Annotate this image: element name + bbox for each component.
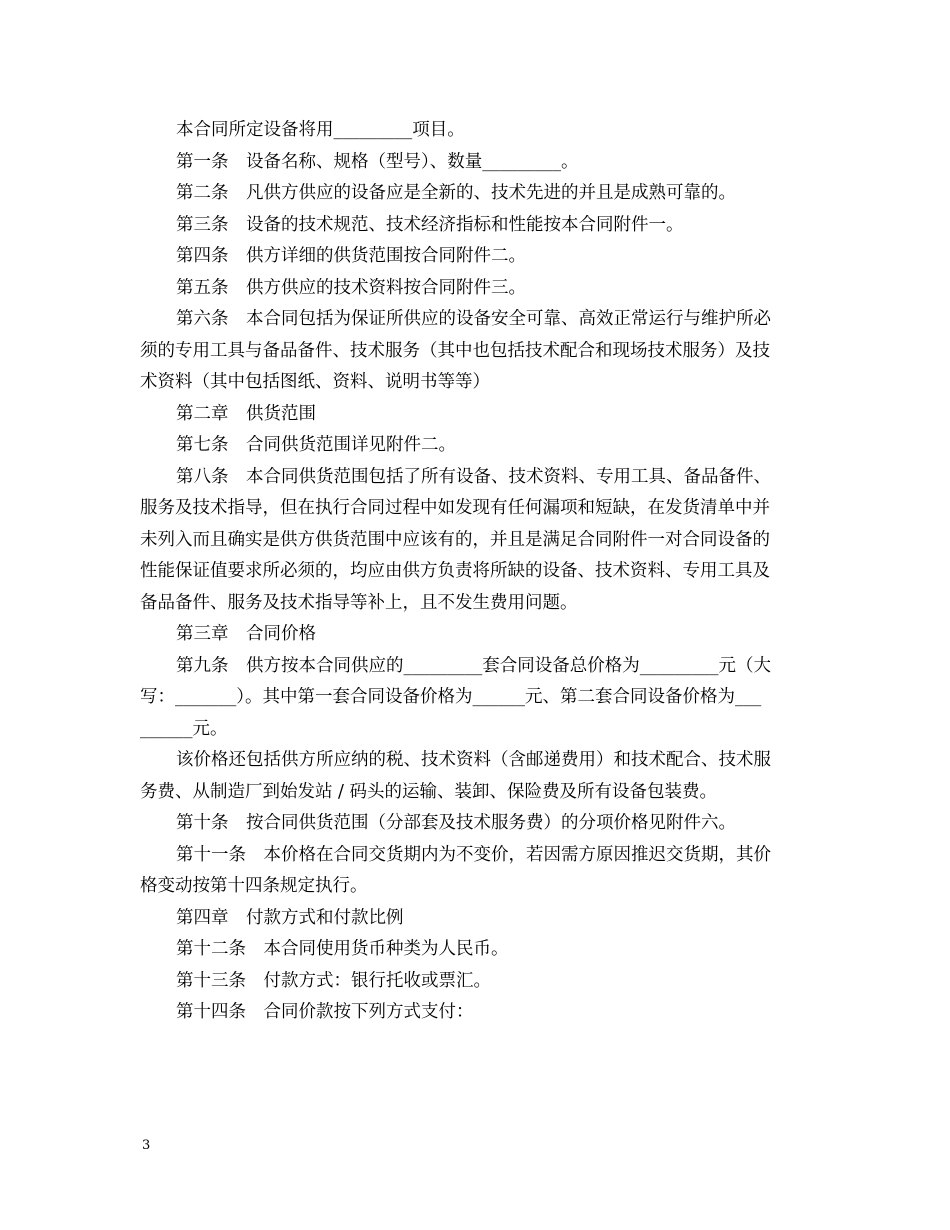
text-line: 格变动按第十四条规定执行。 [140, 876, 368, 896]
paragraph [140, 178, 812, 210]
text-line: 第八条 本合同供货范围包括了所有设备、技术资料、专用工具、备品备件、 [176, 466, 771, 487]
text-line: 第十二条 本合同使用货币种类为人民币。 [176, 939, 509, 959]
text-line: 第三章 合同价格 [176, 624, 316, 644]
text-line: 服务及技术指导，但在执行合同过程中如发现有任何漏项和短缺，在发货清单中并 [140, 498, 770, 518]
text-line: 该价格还包括供方所应纳的税、技术资料（含邮递费用）和技术配合、技术服 [176, 750, 771, 770]
paragraph [140, 147, 812, 179]
text-line: 本合同所定设备将用_________项目。 [176, 120, 465, 140]
text-line: 术资料（其中包括图纸、资料、说明书等等） [140, 372, 490, 392]
text-line: 第十三条 付款方式：银行托收或票汇。 [176, 970, 491, 991]
paragraph [140, 840, 812, 903]
text-line: 第二条 凡供方供应的设备应是全新的、技术先进的并且是成熟可靠的。 [176, 183, 736, 203]
text-line: 须的专用工具与备品备件、技术服务（其中也包括技术配合和现场技术服务）及技 [140, 340, 770, 361]
paragraph [140, 273, 812, 305]
text-line: 第三条 设备的技术规范、技术经济指标和性能按本合同附件一。 [176, 214, 684, 235]
text-line: 第六条 本合同包括为保证所供应的设备安全可靠、高效正常运行与维护所必 [176, 309, 771, 329]
paragraph [140, 934, 812, 966]
paragraph [140, 304, 812, 399]
text-line: 写：_______）。其中第一套合同设备价格为______元、第二套合同设备价格为___ [140, 687, 762, 707]
document-body [140, 115, 812, 1029]
text-line: 第十条 按合同供货范围（分部套及技术服务费）的分项价格见附件六。 [176, 813, 736, 833]
paragraph [140, 399, 812, 431]
text-line: 第七条 合同供货范围详见附件二。 [176, 435, 456, 455]
paragraph [140, 241, 812, 273]
paragraph [140, 210, 812, 242]
text-line: 第九条 供方按本合同供应的_________套合同设备总价格为_________元（大 [176, 655, 771, 676]
paragraph [140, 651, 812, 746]
paragraph [140, 745, 812, 808]
paragraph [140, 997, 812, 1029]
paragraph [140, 903, 812, 935]
text-line: 未列入而且确实是供方供货范围中应该有的，并且是满足合同附件一对合同设备的 [140, 529, 770, 550]
text-line: 第十四条 合同价款按下列方式支付： [176, 1002, 474, 1022]
text-line: 务费、从制造厂到始发站 / 码头的运输、装卸、保险费及所有设备包装费。 [140, 781, 718, 802]
text-line: 第二章 供货范围 [176, 403, 316, 424]
paragraph [140, 808, 812, 840]
text-line: 第四条 供方详细的供货范围按合同附件二。 [176, 246, 526, 266]
text-line: 第一条 设备名称、规格（型号）、数量_________。 [176, 151, 579, 172]
page-number: 3 [142, 1138, 151, 1153]
paragraph [140, 115, 812, 147]
text-line: 备品备件、服务及技术指导等补上，且不发生费用问题。 [140, 592, 578, 613]
paragraph [140, 619, 812, 651]
paragraph [140, 462, 812, 620]
paragraph [140, 430, 812, 462]
text-line: 第十一条 本价格在合同交货期内为不变价，若因需方原因推迟交货期，其价 [176, 844, 771, 865]
text-line: 第四章 付款方式和付款比例 [176, 907, 404, 928]
text-line: 性能保证值要求所必须的，均应由供方负责将所缺的设备、技术资料、专用工具及 [140, 561, 770, 581]
text-line: ______元。 [140, 718, 228, 739]
text-line: 第五条 供方供应的技术资料按合同附件三。 [176, 277, 526, 298]
paragraph [140, 966, 812, 998]
